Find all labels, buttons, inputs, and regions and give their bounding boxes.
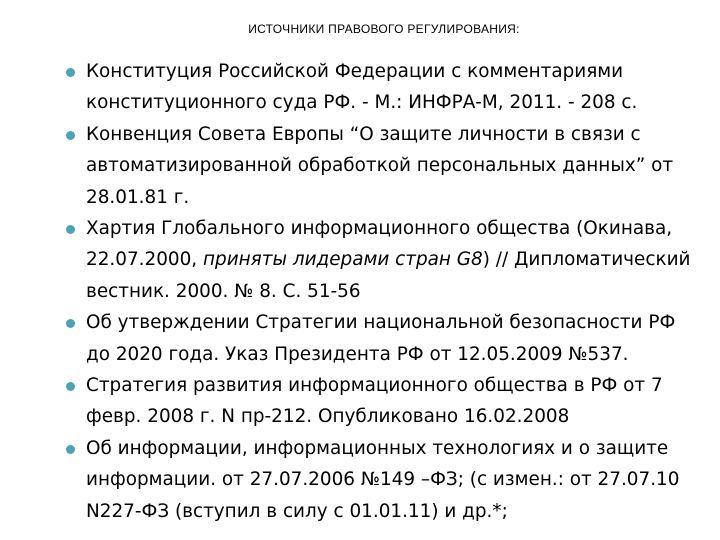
- source-text-pre: Хартия Глобального информационного общества (Окинава, 22.07.2000,: [86, 218, 673, 271]
- slide-title: ИСТОЧНИКИ ПРАВОВОГО РЕГУЛИРОВАНИЯ:: [248, 22, 520, 36]
- source-text-post: ) // Дипломатический вестник. 2000. № 8. С. 51-56: [86, 249, 691, 302]
- bullet-icon: [66, 225, 75, 234]
- source-text: Об информации, информационных технологиях и о защите информации. от 27.07.2006 №149 –ФЗ; (с измен.: от 27.07.10 N227-ФЗ (вступил в силу с 01.01.11) и др.*;: [86, 437, 680, 522]
- source-text-emphasis: приняты лидерами стран G8: [203, 249, 483, 271]
- bullet-icon: [66, 382, 75, 391]
- source-text: Стратегия развития информационного общества в РФ от 7 февр. 2008 г. N пр-212. Опубликовано 16.02.2008: [86, 375, 663, 428]
- bullet-icon: [66, 131, 75, 140]
- bullet-icon: [66, 68, 75, 77]
- source-charter: [40, 213, 704, 307]
- source-security-strategy: [40, 307, 704, 370]
- source-text: Конституция Российской Федерации с комментариями конституционного суда РФ. - М.: ИНФРА-М, 2011. - 208 с.: [86, 61, 638, 114]
- source-text: Об утверждении Стратегии национальной безопасности РФ до 2020 года. Указ Президента РФ от 12.05.2009 №537.: [86, 312, 676, 365]
- source-convention: [40, 119, 704, 213]
- source-info-society-strategy: [40, 370, 704, 433]
- source-information-law: [40, 433, 704, 527]
- source-constitution: [40, 56, 704, 119]
- sources-list: [40, 56, 704, 527]
- source-text: Конвенция Совета Европы “О защите личности в связи с автоматизированной обработкой персональных данных” от 28.01.81 г.: [86, 123, 674, 208]
- bullet-icon: [66, 445, 75, 454]
- bullet-icon: [66, 319, 75, 328]
